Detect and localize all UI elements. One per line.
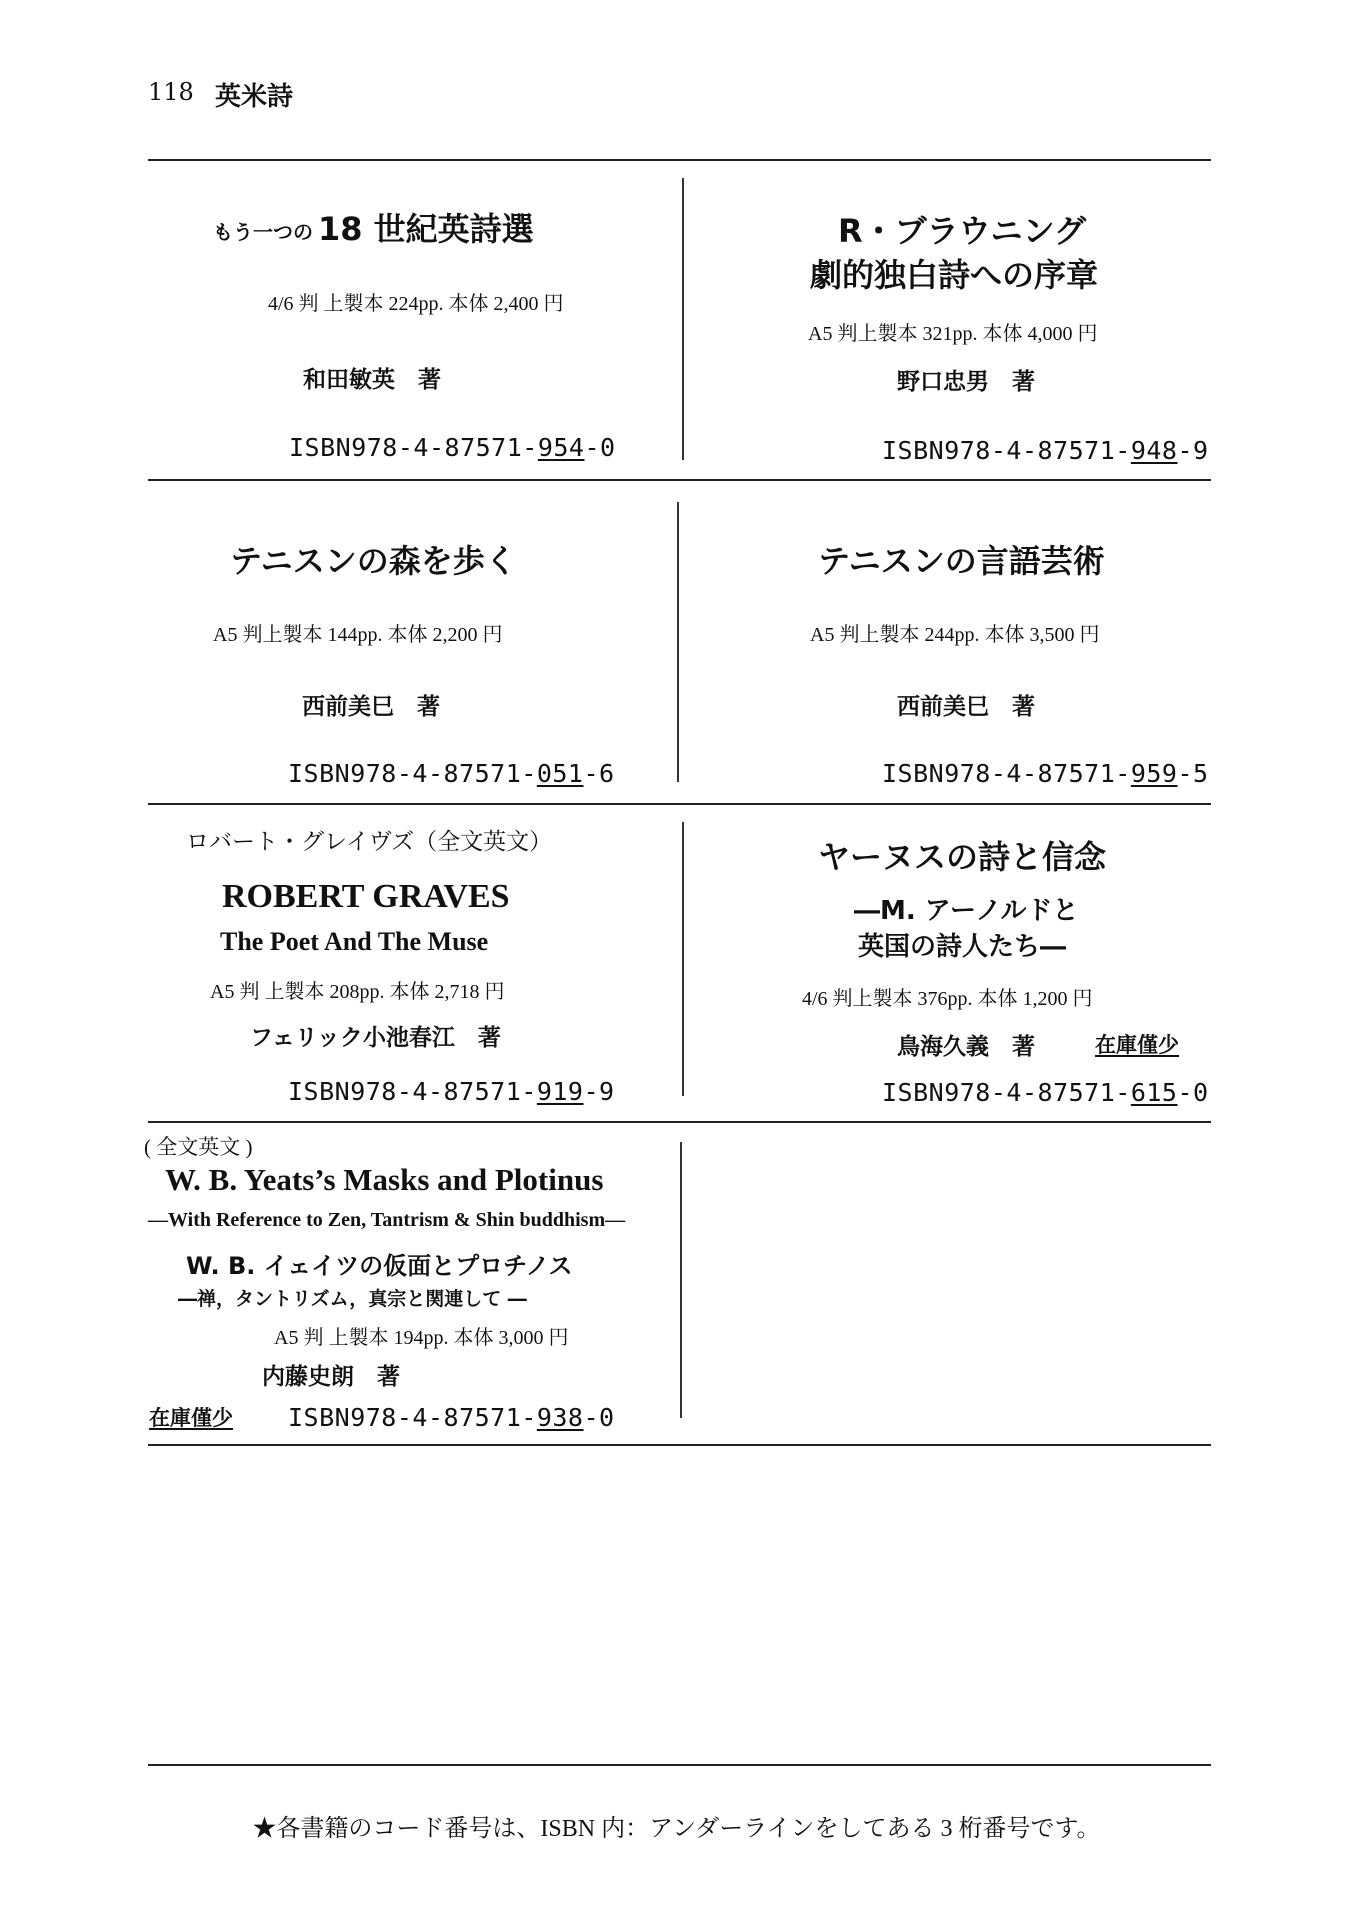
book-isbn: ISBN978-4-87571-948-9 xyxy=(882,436,1209,465)
book-title: 18 世紀英詩選 xyxy=(318,210,534,248)
divider-top xyxy=(148,159,1211,161)
book-title: ヤーヌスの詩と信念 xyxy=(818,838,1107,876)
book-author: 和田敏英 著 xyxy=(303,367,441,393)
divider-row2 xyxy=(148,803,1211,805)
book-isbn: ISBN978-4-87571-919-9 xyxy=(288,1077,615,1106)
divider-row4 xyxy=(148,1444,1211,1446)
section-title: 英米詩 xyxy=(215,82,294,112)
column-divider xyxy=(682,178,684,460)
book-subtitle: ―M. アーノルドと xyxy=(854,896,1079,926)
book-title-prefix: もう一つの xyxy=(213,220,313,244)
book-title: R・ブラウニング xyxy=(838,212,1087,250)
book-title: ROBERT GRAVES xyxy=(222,878,510,915)
column-divider xyxy=(677,502,679,782)
divider-row1 xyxy=(148,479,1211,481)
book-author: フェリック小池春江 著 xyxy=(250,1025,501,1051)
book-subtitle-japanese: ―禅，タントリズム，真宗と関連して ― xyxy=(178,1288,527,1310)
book-spec: A5 判上製本 244pp. 本体 3,500 円 xyxy=(810,624,1100,646)
isbn-code: 948 xyxy=(1130,436,1178,465)
book-spec: A5 判 上製本 208pp. 本体 2,718 円 xyxy=(210,981,505,1003)
book-title: W. B. Yeats’s Masks and Plotinus xyxy=(165,1162,604,1197)
book-spec: A5 判上製本 144pp. 本体 2,200 円 xyxy=(213,624,503,646)
book-spec: 4/6 判 上製本 224pp. 本体 2,400 円 xyxy=(268,293,564,315)
book-subtitle: ―With Reference to Zen, Tantrism & Shin buddhism― xyxy=(148,1209,626,1231)
book-spec: 4/6 判上製本 376pp. 本体 1,200 円 xyxy=(802,988,1093,1010)
book-isbn: ISBN978-4-87571-954-0 xyxy=(289,433,616,462)
column-divider xyxy=(680,1142,682,1418)
book-pretitle: ロバート・グレイヴズ（全文英文） xyxy=(186,829,553,854)
book-isbn: ISBN978-4-87571-051-6 xyxy=(288,759,615,788)
low-stock-badge: 在庫僅少 xyxy=(149,1406,233,1430)
isbn-code: 615 xyxy=(1130,1078,1178,1107)
column-divider xyxy=(682,822,684,1096)
book-title: 劇的独白詩への序章 xyxy=(810,256,1099,294)
book-isbn: ISBN978-4-87571-938-0 xyxy=(288,1403,615,1432)
book-title: テニスンの言語芸術 xyxy=(818,542,1105,580)
book-title-japanese: W. B. イェイツの仮面とプロチノス xyxy=(186,1252,573,1280)
book-spec: A5 判 上製本 194pp. 本体 3,000 円 xyxy=(274,1327,569,1349)
book-pretitle: ( 全文英文 ) xyxy=(144,1135,253,1159)
book-subtitle: The Poet And The Muse xyxy=(220,927,489,956)
isbn-code: 954 xyxy=(537,433,585,462)
book-isbn: ISBN978-4-87571-615-0 xyxy=(882,1078,1209,1107)
isbn-code: 919 xyxy=(536,1077,584,1106)
footer-note: ★各書籍のコード番号は、ISBN 内：アンダーラインをしてある 3 桁番号です。 xyxy=(252,1816,1101,1842)
divider-footer xyxy=(148,1764,1211,1766)
page-number: 118 xyxy=(148,78,194,106)
book-spec: A5 判上製本 321pp. 本体 4,000 円 xyxy=(808,323,1098,345)
divider-row3 xyxy=(148,1121,1211,1123)
book-author: 内藤史朗 著 xyxy=(262,1364,400,1390)
isbn-code: 959 xyxy=(1130,759,1178,788)
book-title: テニスンの森を歩く xyxy=(230,542,517,580)
isbn-code: 051 xyxy=(536,759,584,788)
isbn-code: 938 xyxy=(536,1403,584,1432)
low-stock-badge: 在庫僅少 xyxy=(1095,1033,1179,1057)
book-author: 西前美巳 著 xyxy=(897,694,1035,720)
book-author: 西前美巳 著 xyxy=(302,694,440,720)
book-subtitle: 英国の詩人たち― xyxy=(858,932,1067,962)
book-author: 鳥海久義 著 xyxy=(897,1034,1035,1060)
book-isbn: ISBN978-4-87571-959-5 xyxy=(882,759,1209,788)
book-author: 野口忠男 著 xyxy=(897,369,1035,395)
